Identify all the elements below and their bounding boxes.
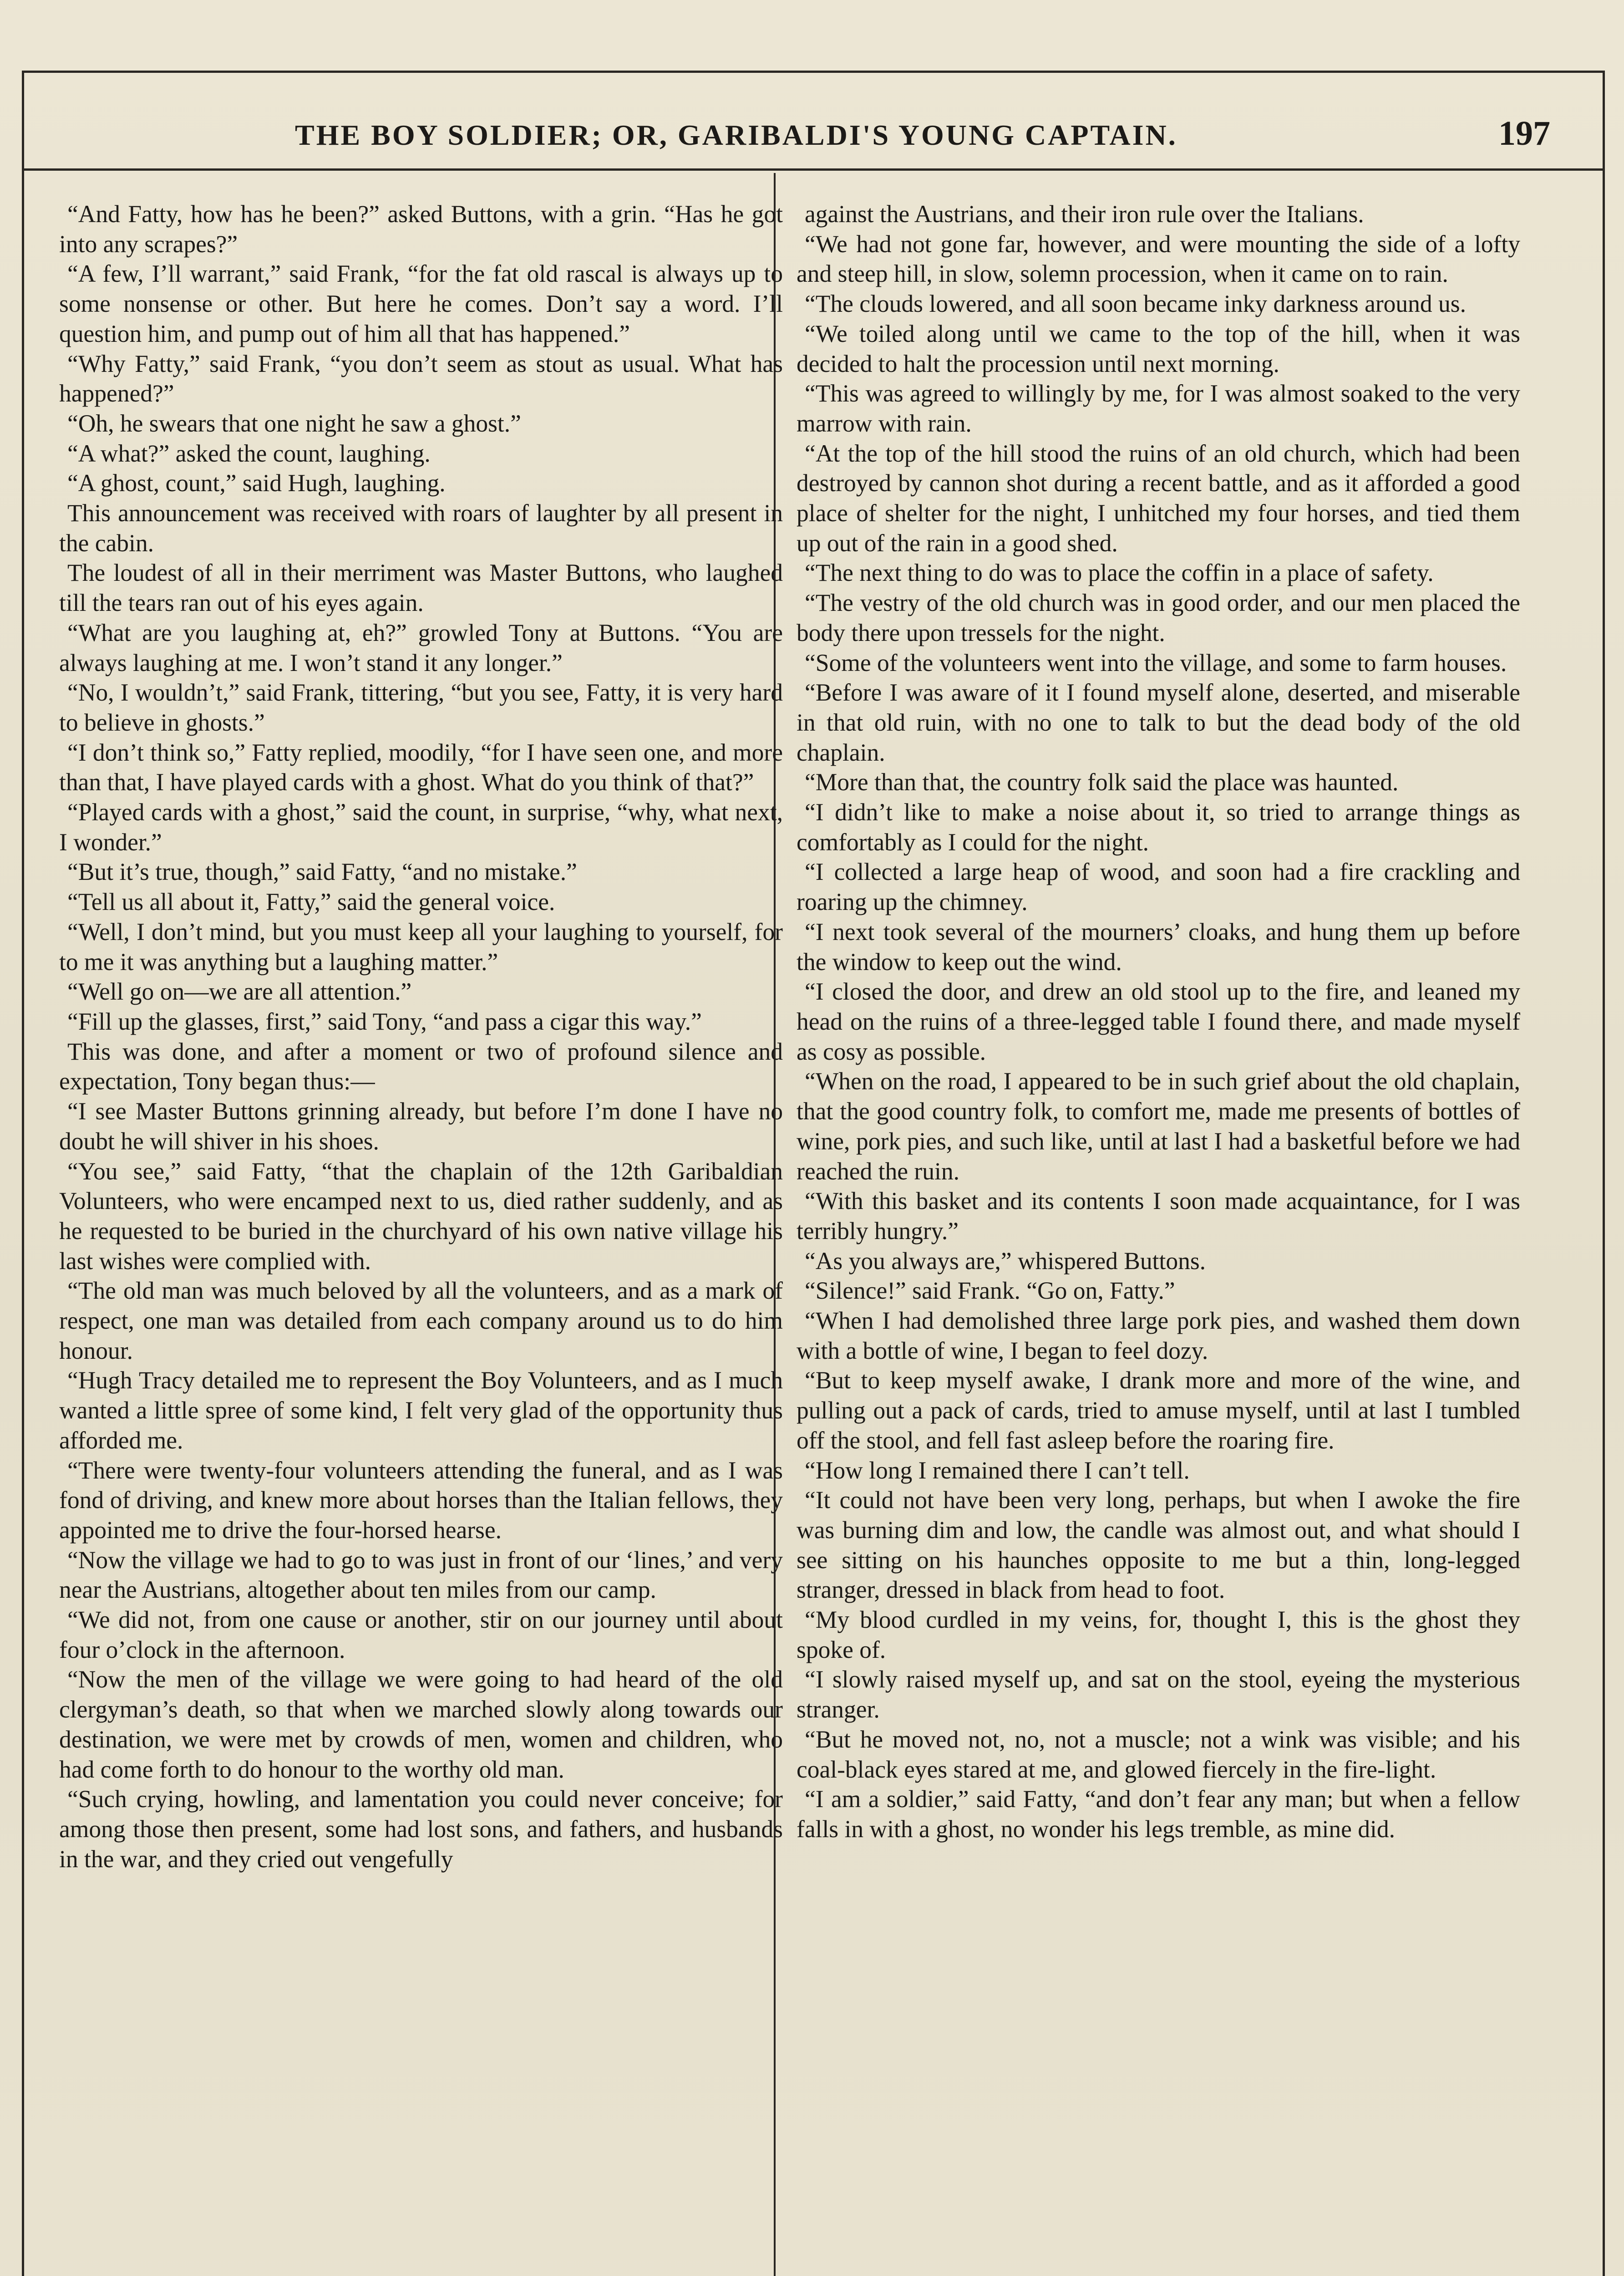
right-column [797, 199, 1520, 2276]
paragraph: “Well go on—we are all attention.” [67, 978, 412, 1006]
paragraph: “And Fatty, how has he been?” asked Buttons, with a grin. “Has he got into any scrapes?” [59, 200, 783, 258]
paragraph: “As you always are,” whispered Buttons. [805, 1247, 1206, 1275]
running-title: THE BOY SOLDIER; OR, GARIBALDI'S YOUNG CAPTAIN. [295, 119, 1177, 151]
paragraph: “Before I was aware of it I found myself alone, deserted, and miserable in that old ruin, with no one to talk to but the dead body of the old chaplain. [797, 679, 1520, 766]
paragraph: “When on the road, I appeared to be in such grief about the old chaplain, that the good country folk, to comfort me, made me presents of bottles of wine, pork pies, and such like, until at last I had a basketful before we had reached the ruin. [797, 1067, 1520, 1185]
paragraph: “When I had demolished three large pork pies, and washed them down with a bottle of wine, I began to feel dozy. [797, 1307, 1520, 1364]
paragraph: “The old man was much beloved by all the volunteers, and as a mark of respect, one man was detailed from each company around us to do him honour. [59, 1277, 783, 1364]
page-number: 197 [1498, 114, 1550, 152]
paragraph: “The vestry of the old church was in good order, and our men placed the body there upon tressels for the night. [797, 589, 1520, 646]
paragraph: “The next thing to do was to place the coffin in a place of safety. [805, 559, 1434, 587]
paragraph: “We did not, from one cause or another, stir on our journey until about four o’clock in the afternoon. [59, 1606, 783, 1663]
paragraph: “With this basket and its contents I soon made acquaintance, for I was terribly hungry.” [797, 1187, 1520, 1245]
paragraph: “No, I wouldn’t,” said Frank, tittering, “but you see, Fatty, it is very hard to believe in ghosts.” [59, 679, 783, 736]
paragraph: “I slowly raised myself up, and sat on the stool, eyeing the mysterious stranger. [797, 1666, 1520, 1723]
header-rule [22, 168, 1605, 171]
paragraph: “Well, I don’t mind, but you must keep all your laughing to yourself, for to me it was anything but a laughing matter.” [59, 918, 783, 975]
paragraph: “But he moved not, no, not a muscle; not a wink was visible; and his coal-black eyes stared at me, and glowed fiercely in the fire-light. [797, 1725, 1520, 1783]
paragraph: “More than that, the country folk said the place was haunted. [805, 768, 1399, 796]
paragraph: “A ghost, count,” said Hugh, laughing. [67, 469, 446, 497]
paragraph: “Oh, he swears that one night he saw a ghost.” [67, 409, 521, 437]
paragraph: “I closed the door, and drew an old stool up to the fire, and leaned my head on the ruins of a three-legged table I found there, and made myself as cosy as possible. [797, 978, 1520, 1065]
paragraph: “There were twenty-four volunteers attending the funeral, and as I was fond of driving, and knew more about horses than the Italian fellows, they appointed me to drive the four-horsed hearse. [59, 1456, 783, 1544]
paragraph: “Now the men of the village we were going to had heard of the old clergyman’s death, so that when we marched slowly along towards our destination, we were met by crowds of men, women and children, who had come forth to do honour to the worthy old man. [59, 1666, 783, 1783]
paragraph: “We toiled along until we came to the top of the hill, when it was decided to halt the procession until next morning. [797, 320, 1520, 377]
paragraph: “Such crying, howling, and lamentation you could never conceive; for among those then present, some had lost sons, and fathers, and husbands in the war, and they cried out vengefully [59, 1785, 783, 1873]
paragraph: “Some of the volunteers went into the village, and some to farm houses. [805, 649, 1507, 676]
paragraph: “I see Master Buttons grinning already, but before I’m done I have no doubt he will shiver in his shoes. [59, 1097, 783, 1155]
left-column [59, 199, 783, 2276]
paragraph: “Tell us all about it, Fatty,” said the general voice. [67, 888, 555, 916]
running-header [22, 100, 1605, 164]
paragraph: “A few, I’ll warrant,” said Frank, “for the fat old rascal is always up to some nonsense or other. But here he comes. Don’t say a word. I’ll question him, and pump out of him all that has happened.” [59, 260, 783, 347]
paragraph: “Why Fatty,” said Frank, “you don’t seem as stout as usual. What has happened?” [59, 350, 783, 407]
paragraph: “The clouds lowered, and all soon became inky darkness around us. [805, 290, 1466, 318]
paragraph: “Now the village we had to go to was just in front of our ‘lines,’ and very near the Austrians, altogether about ten miles from our camp. [59, 1546, 783, 1604]
paragraph: “What are you laughing at, eh?” growled Tony at Buttons. “You are always laughing at me. I won’t stand it any longer.” [59, 619, 783, 676]
paragraph: The loudest of all in their merriment was Master Buttons, who laughed till the tears ran out of his eyes again. [59, 559, 783, 617]
paragraph: “A what?” asked the count, laughing. [67, 439, 431, 467]
paragraph: “My blood curdled in my veins, for, thought I, this is the ghost they spoke of. [797, 1606, 1520, 1663]
paragraph: “But to keep myself awake, I drank more and more of the wine, and pulling out a pack of cards, tried to amuse myself, until at last I tumbled off the stool, and fell fast asleep before the roaring fire. [797, 1367, 1520, 1454]
paragraph: “But it’s true, though,” said Fatty, “and no mistake.” [67, 858, 577, 886]
paragraph: “At the top of the hill stood the ruins of an old church, which had been destroyed by cannon shot during a recent battle, and as it afforded a good place of shelter for the night, I unhitched my four horses, and tied them up out of the rain in a good shed. [797, 439, 1520, 557]
paragraph: “You see,” said Fatty, “that the chaplain of the 12th Garibaldian Volunteers, who were encamped next to us, died rather suddenly, and as he requested to be buried in the churchyard of his own native village his last wishes were complied with. [59, 1157, 783, 1275]
paragraph: “Hugh Tracy detailed me to represent the Boy Volunteers, and as I much wanted a little spree of some kind, I felt very glad of the opportunity thus afforded me. [59, 1367, 783, 1454]
paragraph: “Silence!” said Frank. “Go on, Fatty.” [805, 1277, 1175, 1305]
paragraph: “I collected a large heap of wood, and soon had a fire crackling and roaring up the chimney. [797, 858, 1520, 916]
paragraph: “I next took several of the mourners’ cloaks, and hung them up before the window to keep out the wind. [797, 918, 1520, 975]
paragraph: “How long I remained there I can’t tell. [805, 1456, 1190, 1484]
paragraph: “I don’t think so,” Fatty replied, moodily, “for I have seen one, and more than that, I have played cards with a ghost. What do you think of that?” [59, 738, 783, 796]
paragraph: “I didn’t like to make a noise about it, so tried to arrange things as comfortably as I could for the night. [797, 798, 1520, 856]
paragraph: “This was agreed to willingly by me, for I was almost soaked to the very marrow with rain. [797, 380, 1520, 437]
paragraph: “Played cards with a ghost,” said the count, in surprise, “why, what next, I wonder.” [59, 798, 783, 856]
paragraph: “We had not gone far, however, and were mounting the side of a lofty and steep hill, in slow, solemn procession, when it came on to rain. [797, 230, 1520, 288]
paragraph: This was done, and after a moment or two of profound silence and expectation, Tony began thus:— [59, 1037, 783, 1095]
paragraph: This announcement was received with roars of laughter by all present in the cabin. [59, 499, 783, 557]
paragraph: against the Austrians, and their iron rule over the Italians. [805, 200, 1364, 228]
paragraph: “It could not have been very long, perhaps, but when I awoke the fire was burning dim and low, the candle was almost out, and what should I see sitting on his haunches opposite to me but a thin, long-legged stranger, dressed in black from head to foot. [797, 1486, 1520, 1604]
paragraph: “I am a soldier,” said Fatty, “and don’t fear any man; but when a fellow falls in with a ghost, no wonder his legs tremble, as mine did. [797, 1785, 1520, 1843]
paragraph: “Fill up the glasses, first,” said Tony, “and pass a cigar this way.” [67, 1007, 702, 1035]
